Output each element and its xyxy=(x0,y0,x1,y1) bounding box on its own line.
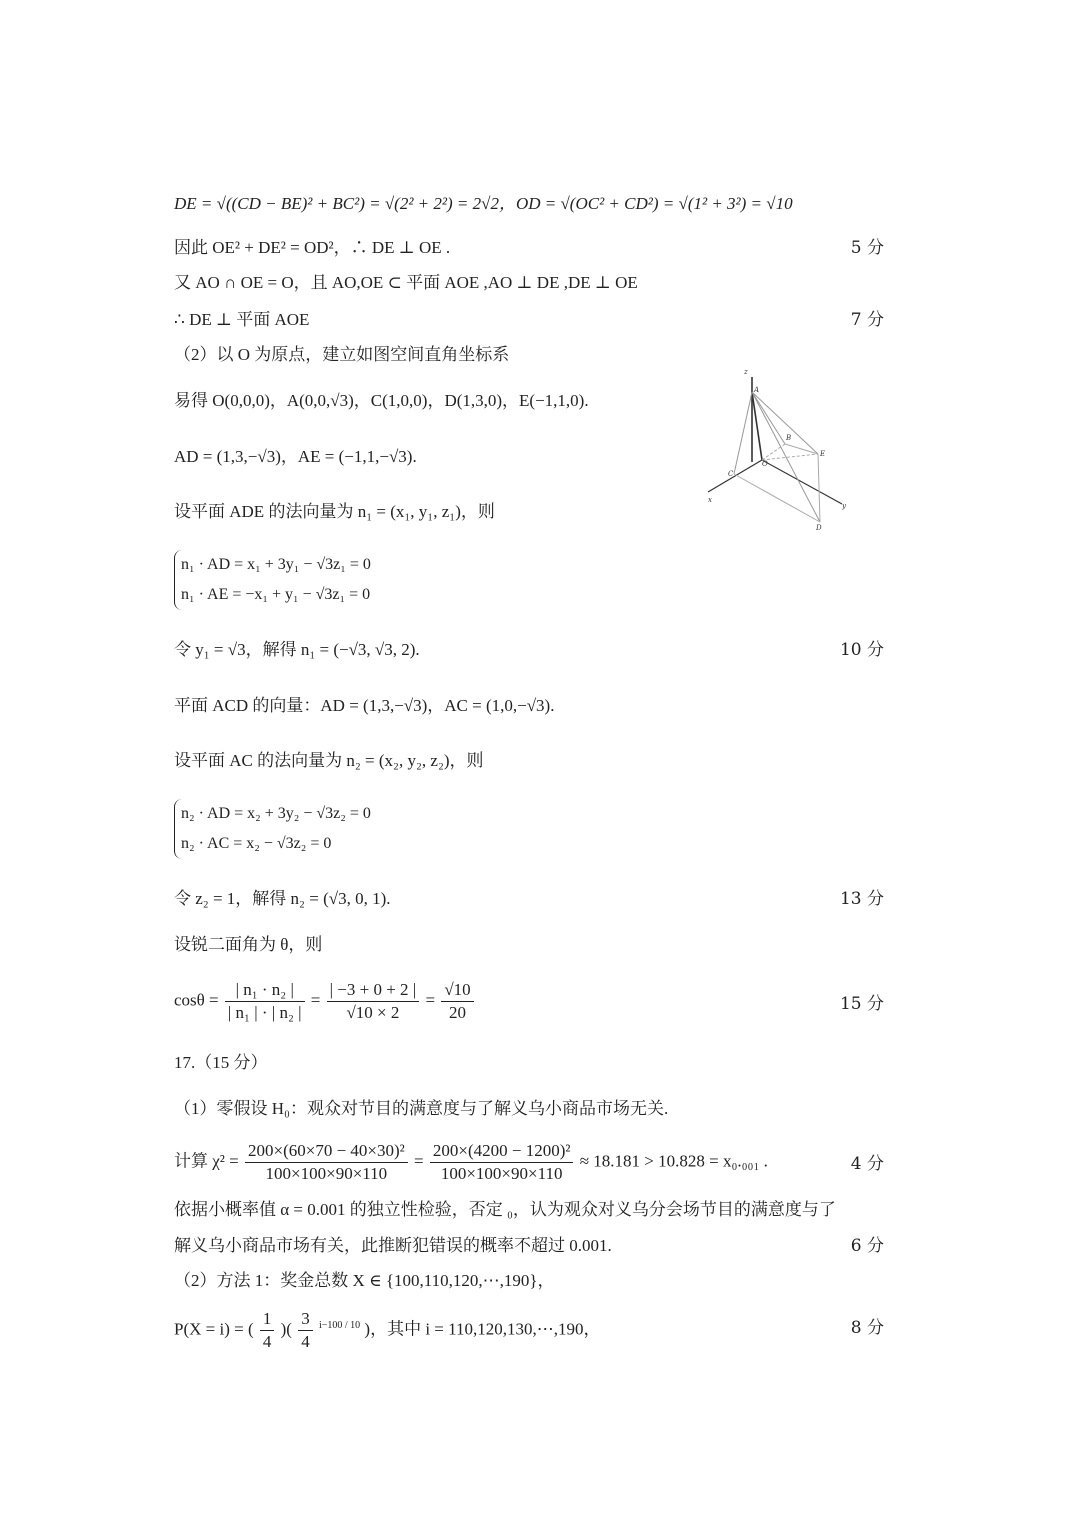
text-problem-17: 17.（15 分） xyxy=(174,1053,268,1072)
cos-fraction-2-den: √10 × 2 xyxy=(346,1003,400,1022)
edge-ae xyxy=(752,392,818,454)
label-x: x xyxy=(708,496,712,504)
chi-fraction-1-num: 200×(60×70 − 40×30)² xyxy=(245,1140,408,1163)
cos-eq-1: = xyxy=(310,990,321,1010)
prob-fraction-1-num: 1 xyxy=(260,1308,275,1331)
y-axis-line xyxy=(762,460,842,504)
coordinate-figure xyxy=(700,362,860,534)
chi-fraction-1 xyxy=(245,1140,408,1185)
system2-row2: n₂ · AC = x₂ − √3z₂ = 0 xyxy=(181,835,332,852)
cos-prefix: cosθ = xyxy=(174,990,219,1010)
text-part2-setup: （2）以 O 为原点，建立如图空间直角坐标系 xyxy=(174,345,510,364)
equation-system-2 xyxy=(174,799,371,859)
cos-fraction-2 xyxy=(327,979,420,1024)
cos-fraction-3-num: √10 xyxy=(441,979,473,1002)
chi-fraction-2-den: 100×100×90×110 xyxy=(440,1164,563,1183)
prob-fraction-1-den: 4 xyxy=(262,1332,272,1351)
score-6: 6 分 xyxy=(850,1236,884,1256)
text-independence-test: 依据小概率值 α = 0.001 的独立性检验，否定 ₀，认为观众对义乌分会场节目的满意度与了 xyxy=(174,1200,836,1219)
prob-fraction-1 xyxy=(260,1308,275,1353)
text-plane-acd-vectors: 平面 ACD 的向量：AD = (1,3,−√3)，AC = (1,0,−√3). xyxy=(174,696,555,715)
text-intersection: 又 AO ∩ OE = O，且 AO,OE ⊂ 平面 AOE ,AO ⊥ DE ,DE ⊥ OE xyxy=(174,273,638,292)
text-normal-vector-ade: 设平面 ADE 的法向量为 n₁ = (x₁, y₁, z₁)，则 xyxy=(174,502,495,521)
score-8: 8 分 xyxy=(850,1318,884,1338)
equation-chi-square xyxy=(174,1140,768,1185)
text-null-hypothesis: （1）零假设 H₀：观众对节目的满意度与了解义乌小商品市场无关. xyxy=(174,1099,669,1118)
x-axis-line xyxy=(708,460,762,492)
cos-fraction-1-den: | n₁ | · | n₂ | xyxy=(227,1003,302,1022)
prob-fraction-2-num: 3 xyxy=(298,1308,313,1331)
text-vectors-ad-ae: AD = (1,3,−√3)，AE = (−1,1,−√3). xyxy=(174,447,417,466)
edge-ac xyxy=(734,392,752,474)
edge-oe xyxy=(762,454,818,460)
chi-prefix: 计算 χ² = xyxy=(174,1151,239,1171)
chi-suffix: ≈ 18.181 > 10.828 = x₀.₀₀₁ . xyxy=(579,1151,768,1171)
label-c: C xyxy=(728,470,734,478)
label-b: B xyxy=(786,434,792,442)
chi-fraction-2-num: 200×(4200 − 1200)² xyxy=(430,1140,574,1163)
text-normal-vector-ac: 设平面 AC 的法向量为 n₂ = (x₂, y₂, z₂)，则 xyxy=(174,751,484,770)
prob-fraction-2-den: 4 xyxy=(301,1332,310,1351)
prob-prefix: P(X = i) = ( xyxy=(174,1319,254,1339)
score-7: 7 分 xyxy=(850,310,884,330)
equation-probability xyxy=(174,1308,601,1353)
edge-ed xyxy=(818,454,820,522)
cos-eq-2: = xyxy=(425,990,436,1010)
label-z: z xyxy=(744,368,748,376)
cos-fraction-1 xyxy=(225,979,305,1024)
text-dihedral-angle: 设锐二面角为 θ，则 xyxy=(174,935,323,954)
chi-eq: = xyxy=(414,1151,424,1171)
chi-fraction-2 xyxy=(430,1140,574,1185)
equation-cos-theta xyxy=(174,979,476,1024)
label-y: y xyxy=(842,502,846,510)
system1-row1: n₁ · AD = x₁ + 3y₁ − √3z₁ = 0 xyxy=(181,556,371,573)
prob-exponent: i−100 / 10 xyxy=(318,1319,361,1331)
cos-fraction-3-den: 20 xyxy=(448,1003,466,1022)
label-d: D xyxy=(816,524,822,532)
text-solve-n1: 令 y₁ = √3，解得 n₁ = (−√3, √3, 2). xyxy=(174,640,420,659)
label-a: A xyxy=(754,386,760,394)
score-10: 10 分 xyxy=(839,640,884,660)
edge-ob xyxy=(762,444,785,460)
equation-system-1 xyxy=(174,550,371,610)
text-solve-n2: 令 z₂ = 1，解得 n₂ = (√3, 0, 1). xyxy=(174,889,391,908)
text-method-1: （2）方法 1：奖金总数 X ∈ {100,110,120,⋯,190}， xyxy=(174,1271,555,1290)
system2-row1: n₂ · AD = x₂ + 3y₂ − √3z₂ = 0 xyxy=(181,805,371,822)
text-de-perp-plane: ∴ DE ⊥ 平面 AOE xyxy=(174,310,310,329)
prob-mid: )( xyxy=(280,1319,292,1339)
cos-fraction-2-num: | −3 + 0 + 2 | xyxy=(327,979,420,1002)
chi-fraction-1-den: 100×100×90×110 xyxy=(265,1164,388,1183)
score-4: 4 分 xyxy=(850,1154,884,1174)
text-coordinates: 易得 O(0,0,0)，A(0,0,√3)，C(1,0,0)，D(1,3,0)，E(−1,1,0). xyxy=(174,391,589,410)
score-5: 5 分 xyxy=(850,238,884,258)
prob-fraction-2 xyxy=(298,1308,313,1353)
system1-row2: n₁ · AE = −x₁ + y₁ − √3z₁ = 0 xyxy=(181,586,371,603)
prob-suffix: )，其中 i = 110,120,130,⋯,190， xyxy=(364,1319,601,1339)
cos-fraction-3 xyxy=(441,979,473,1024)
label-o: O xyxy=(762,460,768,468)
score-15: 15 分 xyxy=(839,994,884,1014)
text-conclusion: 解义乌小商品市场有关，此推断犯错误的概率不超过 0.001. xyxy=(174,1236,612,1255)
text-therefore-perpendicular: 因此 OE² + DE² = OD²，∴ DE ⊥ OE . xyxy=(174,238,451,257)
label-e: E xyxy=(820,450,826,458)
score-13: 13 分 xyxy=(839,889,884,909)
equation-de-od: DE = √((CD − BE)² + BC²) = √(2² + 2²) = 2√2，OD = √(OC² + CD²) = √(1² + 3²) = √10 xyxy=(174,194,793,213)
cos-fraction-1-num: | n₁ · n₂ | xyxy=(225,979,305,1002)
